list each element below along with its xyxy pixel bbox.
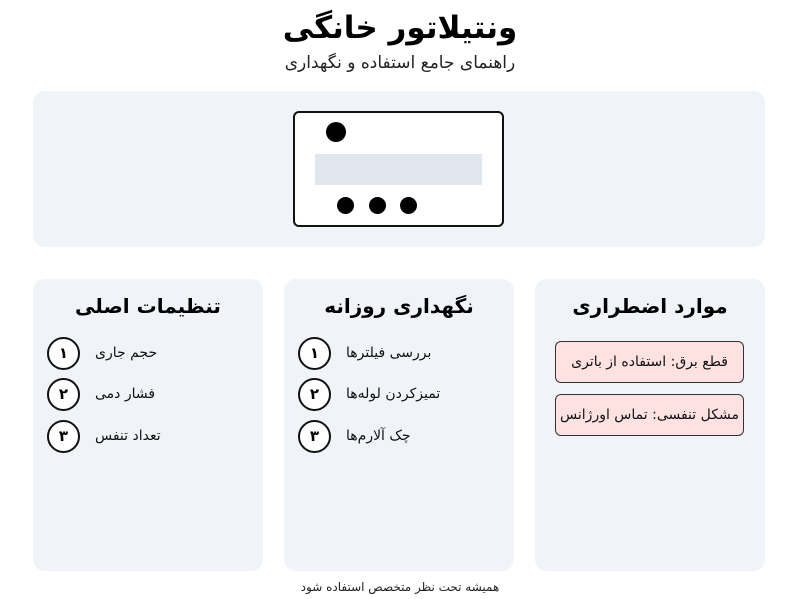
card-title: نگهداری روزانه: [324, 294, 474, 318]
footer-note: همیشه تحت نظر متخصص استفاده شود: [300, 580, 500, 594]
card-daily-maintenance: [284, 279, 514, 571]
settings-step-1: [47, 336, 157, 370]
alert-breathing-problem: مشکل تنفسی: تماس اورژانس: [555, 394, 744, 436]
step-number-badge: ۱: [298, 337, 331, 370]
maintenance-step-2: [298, 377, 440, 411]
device-button-2-icon: [369, 197, 386, 214]
card-main-settings: [33, 279, 263, 571]
maintenance-step-1: [298, 336, 431, 370]
step-number-badge: ۳: [47, 420, 80, 453]
maintenance-step-3: [298, 419, 411, 453]
step-label: بررسی فیلترها: [346, 345, 432, 361]
alert-power-outage: قطع برق: استفاده از باتری: [555, 341, 744, 383]
card-emergencies: [535, 279, 765, 571]
card-title: تنظیمات اصلی: [75, 294, 221, 318]
page-title: ونتیلاتور خانگی: [282, 10, 518, 46]
step-label: فشار دمی: [95, 386, 156, 402]
device-button-1-icon: [337, 197, 354, 214]
step-label: تمیزکردن لوله‌ها: [346, 386, 441, 402]
card-title: موارد اضطراری: [572, 294, 728, 318]
power-led-icon: [326, 122, 346, 142]
step-label: حجم جاری: [95, 345, 158, 361]
step-label: چک آلارم‌ها: [346, 428, 411, 444]
device-screen: [315, 154, 482, 185]
step-number-badge: ۳: [298, 420, 331, 453]
page-subtitle: راهنمای جامع استفاده و نگهداری: [284, 53, 516, 73]
ventilator-device-illustration: [293, 111, 504, 227]
step-number-badge: ۱: [47, 337, 80, 370]
step-number-badge: ۲: [47, 378, 80, 411]
step-number-badge: ۲: [298, 378, 331, 411]
settings-step-2: [47, 377, 155, 411]
step-label: تعداد تنفس: [95, 428, 161, 444]
settings-step-3: [47, 419, 161, 453]
device-button-3-icon: [400, 197, 417, 214]
